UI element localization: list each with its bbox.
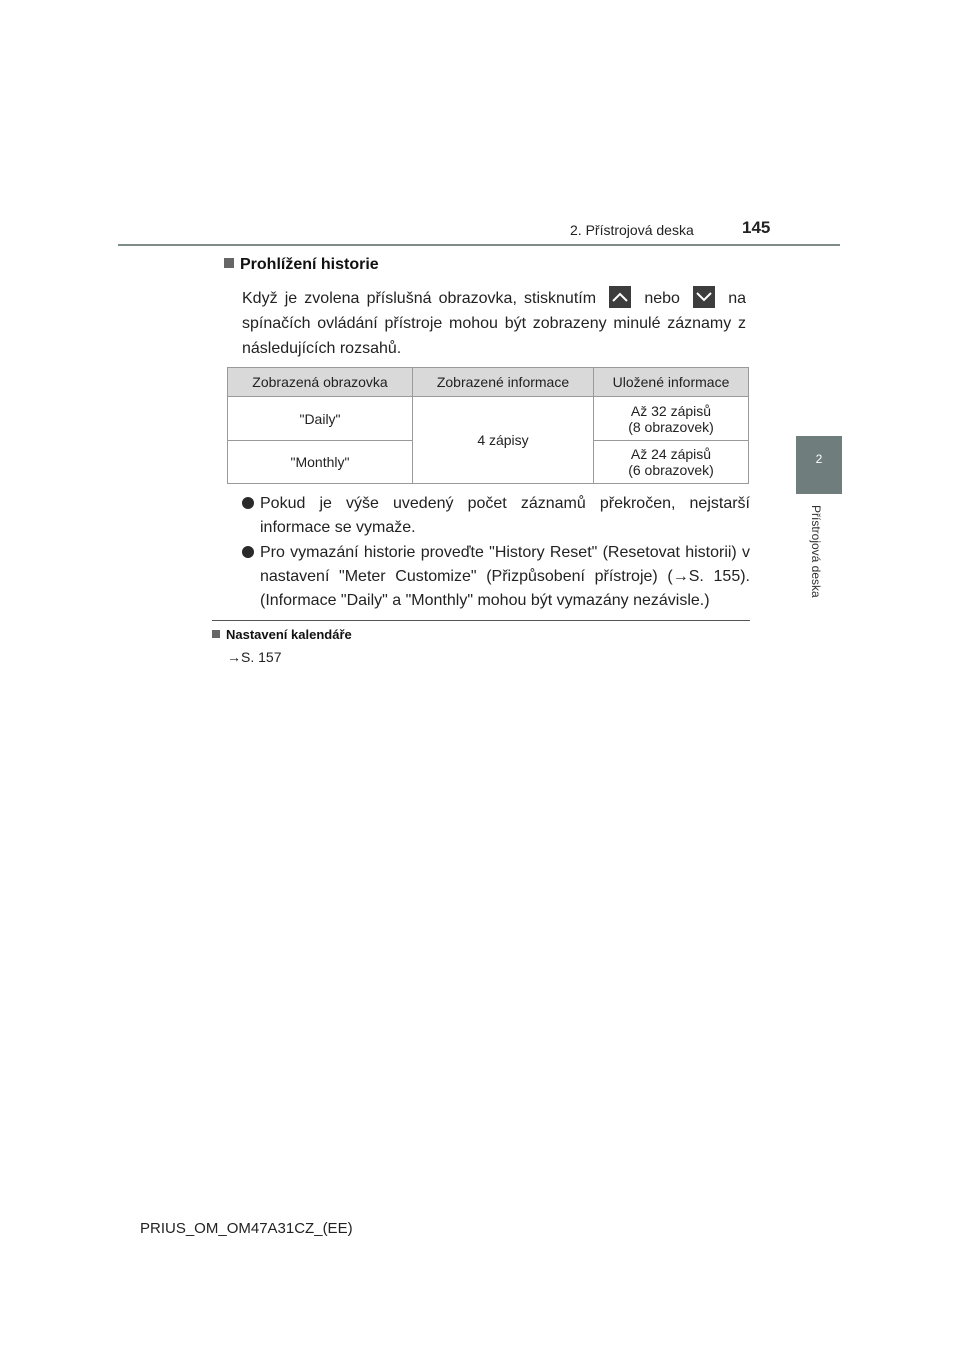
list-item <box>242 492 750 540</box>
table-header-cell: Zobrazená obrazovka <box>228 368 413 397</box>
round-bullet-icon <box>242 497 254 509</box>
para-text-3: na spínačích ovládání přístroje mohou být zobrazeny minulé záznamy z následujících rozsahů. <box>242 290 746 357</box>
square-bullet-icon <box>224 258 234 268</box>
history-table <box>227 367 749 484</box>
para-text-2: nebo <box>644 290 680 307</box>
stored-line-2: (6 obrazovek) <box>628 462 714 478</box>
chevron-down-icon <box>693 286 715 308</box>
stored-line-2: (8 obrazovek) <box>628 418 714 435</box>
bullet-text: Pokud je výše uvedený počet záznamů překročen, nejstarší informace se vymaže. <box>260 495 750 536</box>
stored-line-1: Až 24 zápisů <box>630 446 712 462</box>
header-section-title: 2. Přístrojová deska <box>570 222 694 238</box>
table-cell-displayed: 4 zápisy <box>413 397 594 484</box>
table-cell-stored <box>594 397 749 441</box>
table-header-cell: Uložené informace <box>594 368 749 397</box>
table-header-cell: Zobrazené informace <box>413 368 594 397</box>
stored-line-1: Až 32 zápisů <box>630 402 712 419</box>
section-heading-text: Prohlížení historie <box>240 256 379 273</box>
square-bullet-icon <box>212 630 220 638</box>
header-divider <box>118 244 840 246</box>
section-heading-calendar <box>212 627 352 642</box>
section-heading-history <box>224 256 379 274</box>
table-cell-screen: "Daily" <box>228 397 413 441</box>
page-reference-link[interactable]: →S. 157 <box>227 649 282 665</box>
page-number: 145 <box>742 218 771 237</box>
round-bullet-icon <box>242 546 254 558</box>
document-code: PRIUS_OM_OM47A31CZ_(EE) <box>140 1220 353 1237</box>
table-row <box>228 397 749 441</box>
table-cell-stored <box>594 441 749 484</box>
chevron-up-icon <box>609 286 631 308</box>
chapter-tab-title: Přístrojová deska <box>809 505 823 598</box>
section-divider <box>212 620 750 621</box>
section-heading-text: Nastavení kalendáře <box>226 627 352 642</box>
table-cell-screen: "Monthly" <box>228 441 413 484</box>
para-text-1: Když je zvolena příslušná obrazovka, stisknutím <box>242 290 597 307</box>
bullet-text: Pro vymazání historie proveďte "History Reset" (Resetovat historii) v nastavení "Meter Customize" (Přizpůsobení přístroje) (→S. 155). (Informace "Daily" a "Monthly" mohou být vymazány nezávisle.) <box>260 544 750 609</box>
history-paragraph <box>242 286 746 361</box>
chapter-tab-number: 2 <box>815 452 823 466</box>
list-item <box>242 541 750 613</box>
table-header-row <box>228 368 749 397</box>
